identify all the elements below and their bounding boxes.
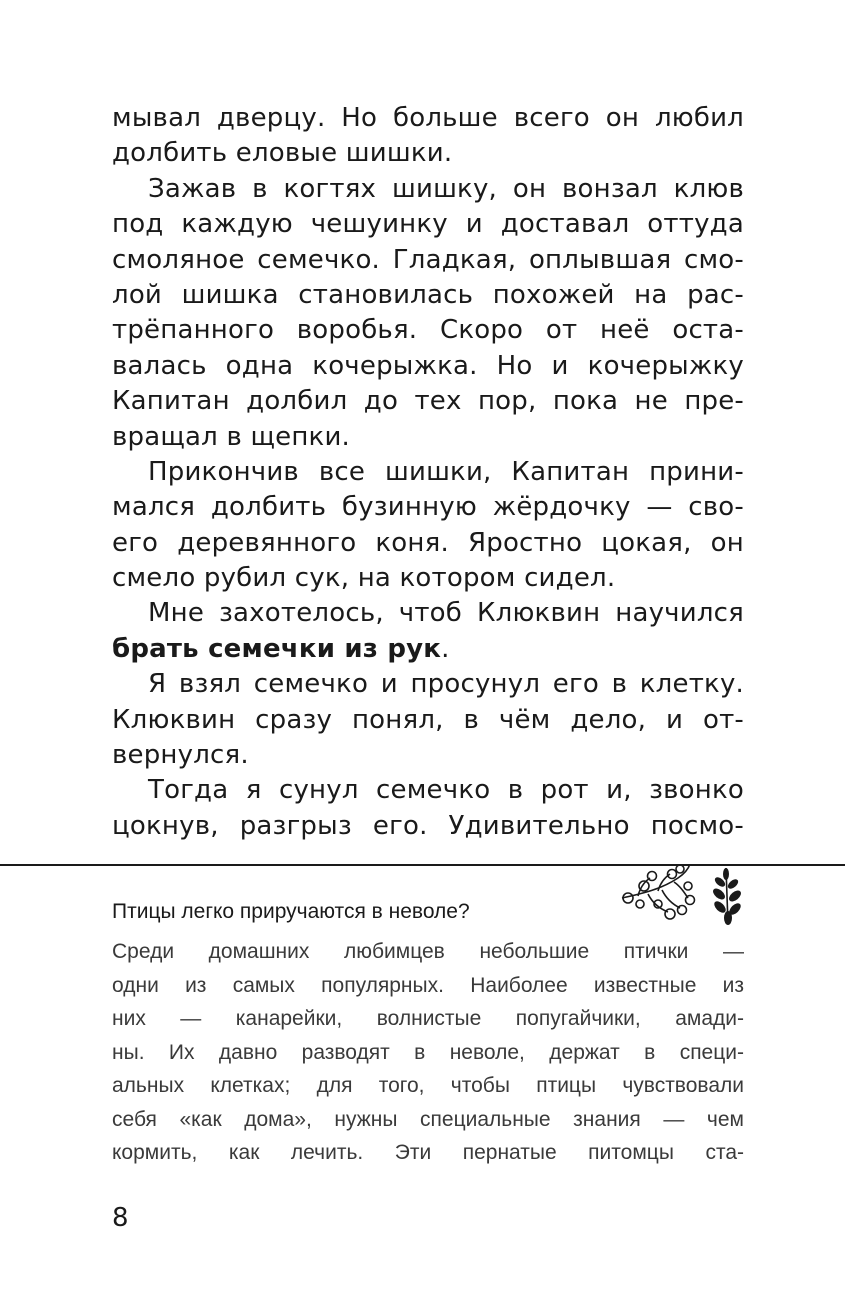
page-number: 8 xyxy=(112,1203,129,1233)
sidebar-line: одни из самых популярных. Наиболее известные из xyxy=(112,973,744,997)
sidebar-body xyxy=(112,935,744,1170)
text-line: Прикончив все шишки, Капитан прини- xyxy=(148,456,744,487)
sidebar-line: них — канарейки, волнистые попугайчики, амади- xyxy=(112,1007,744,1030)
text-line: цокнув, разгрыз его. Удивительно посмо- xyxy=(112,810,744,841)
text-line: Капитан долбил до тех пор, пока не пре- xyxy=(112,386,744,417)
text-line: мался долбить бузинную жёрдочку — сво- xyxy=(112,492,744,523)
text-line: Тогда я сунул семечко в рот и, звонко xyxy=(148,775,744,806)
text-line: вернулся. xyxy=(112,740,249,771)
text-line: долбить еловые шишки. xyxy=(112,138,453,169)
sidebar-line: ны. Их давно разводят в неволе, держат в специ- xyxy=(112,1040,744,1064)
text-line: его деревянного коня. Яростно цокая, он xyxy=(112,527,744,558)
text-line: валась одна кочерыжка. Но и кочерыжку xyxy=(112,350,744,381)
text-line: под каждую чешуинку и доставал оттуда xyxy=(112,209,744,240)
text-line: Мне захотелось, чтоб Клюквин научился xyxy=(148,598,744,629)
sidebar-line: себя «как дома», нужны специальные знания — чем xyxy=(112,1107,744,1131)
text-line: смело рубил сук, на котором сидел. xyxy=(112,563,616,594)
bold-phrase: брать семечки из рук xyxy=(112,633,442,664)
sidebar-line: кормить, как лечить. Эти пернатые питомцы ста- xyxy=(112,1141,744,1164)
text-line xyxy=(112,632,744,667)
text-line: Зажав в когтях шишку, он вонзал клюв xyxy=(148,173,744,204)
text-line: смоляное семечко. Гладкая, оплывшая смо- xyxy=(112,244,744,275)
text-line: трёпанного воробья. Скоро от неё оста- xyxy=(112,315,744,346)
sidebar-line: альных клетках; для того, чтобы птицы чувствовали xyxy=(112,1074,744,1097)
period: . xyxy=(441,633,450,664)
sidebar-title: Птицы легко приручаются в неволе? xyxy=(112,900,470,923)
text-line: Клюквин сразу понял, в чём дело, и от- xyxy=(112,704,744,735)
text-line: мывал дверцу. Но больше всего он любил xyxy=(112,103,744,133)
text-line: лой шишка становилась похожей на рас- xyxy=(112,279,744,310)
sidebar-line: Среди домашних любимцев небольшие птички — xyxy=(112,940,744,963)
main-text xyxy=(112,101,744,844)
text-line: вращал в щепки. xyxy=(112,421,351,452)
text-line: Я взял семечко и просунул его в клетку. xyxy=(148,669,744,700)
